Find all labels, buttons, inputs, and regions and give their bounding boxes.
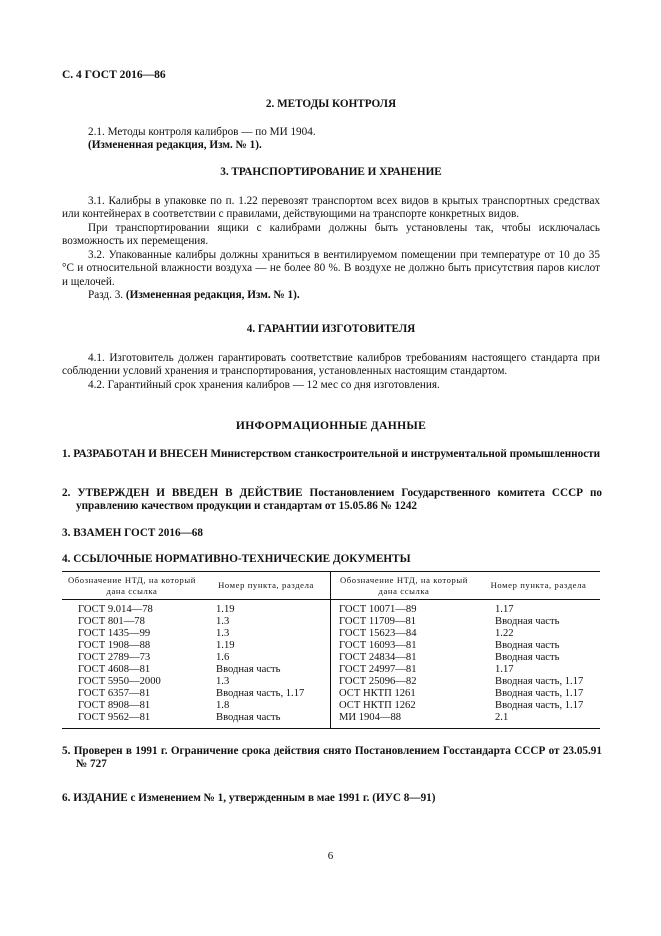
clause-number: Вводная часть xyxy=(202,664,331,676)
info-item-2-text: 2. УТВЕРЖДЕН И ВВЕДЕН В ДЕЙСТВИЕ Постановлением Государственного комитета СССР по управлению качеством продукции и стандартам от 15.05.86 № 1242 xyxy=(62,487,602,513)
ntd-designation: ГОСТ 8908—81 xyxy=(78,700,151,712)
ntd-designation: ГОСТ 25096—82 xyxy=(339,676,417,688)
clause-number: Вводная часть, 1.17 xyxy=(495,700,584,712)
table-row xyxy=(62,600,600,617)
clause-number: 1.17 xyxy=(495,604,514,616)
header-ntd-1: Обозначение НТД, на который дана ссылка xyxy=(62,572,202,600)
section-3-body xyxy=(62,195,600,303)
ntd-designation: ГОСТ 9.014—78 xyxy=(78,604,153,616)
section-4-body xyxy=(62,352,600,392)
ntd-designation: ГОСТ 6357—81 xyxy=(78,688,151,700)
ntd-designation: ГОСТ 1435—99 xyxy=(78,628,151,640)
clause-number: Вводная часть xyxy=(495,640,560,652)
ntd-designation: ГОСТ 1908—88 xyxy=(78,640,151,652)
ntd-designation: МИ 1904—88 xyxy=(331,712,478,729)
table-row xyxy=(62,676,600,688)
section-2-body xyxy=(62,126,600,153)
clause-number: Вводная часть xyxy=(202,712,331,729)
ntd-designation: ГОСТ 24834—81 xyxy=(339,652,417,664)
page-number: 6 xyxy=(327,850,334,862)
clause-number: 1.22 xyxy=(495,628,514,640)
clause-number: 1.3 xyxy=(202,676,331,688)
ntd-designation: ОСТ НКТП 1262 xyxy=(339,700,416,712)
section-4-title: 4. ГАРАНТИИ ИЗГОТОВИТЕЛЯ xyxy=(246,323,416,335)
table-header-row xyxy=(62,572,600,600)
clause-number: Вводная часть, 1.17 xyxy=(495,688,584,700)
amendment-note: (Измененная редакция, Изм. № 1). xyxy=(125,289,300,302)
section-3-title: 3. ТРАНСПОРТИРОВАНИЕ И ХРАНЕНИЕ xyxy=(220,166,442,178)
running-head: С. 4 ГОСТ 2016—86 xyxy=(62,69,166,81)
section-3-amendment xyxy=(62,289,600,302)
info-item-5 xyxy=(62,745,602,772)
info-item-4: 4. ССЫЛОЧНЫЕ НОРМАТИВНО-ТЕХНИЧЕСКИЕ ДОКУМЕНТЫ xyxy=(62,553,411,565)
section-2-title: 2. МЕТОДЫ КОНТРОЛЯ xyxy=(265,98,397,110)
clause-number: 2.1 xyxy=(477,712,600,729)
amendment-note: (Измененная редакция, Изм. № 1). xyxy=(88,139,262,152)
references-table xyxy=(62,571,600,729)
paragraph-2-1: 2.1. Методы контроля калибров — по МИ 1904. xyxy=(88,126,316,138)
info-item-1-text: 1. РАЗРАБОТАН И ВНЕСЕН Министерством станкостроительной и инструментальной промышленности xyxy=(62,448,601,460)
table-row xyxy=(62,616,600,628)
ntd-designation: ГОСТ 16093—81 xyxy=(339,640,417,652)
info-item-6: 6. ИЗДАНИЕ с Изменением № 1, утвержденным в мае 1991 г. (ИУС 8—91) xyxy=(62,792,436,804)
ntd-designation: ГОСТ 9562—81 xyxy=(62,712,202,729)
table-row xyxy=(62,640,600,652)
table-row xyxy=(62,628,600,640)
paragraph-3-1: 3.1. Калибры в упаковке по п. 1.22 перевозят транспортом всех видов в крытых транспортных средствах или контейнерах в соответствии с правилами, действующими на транспорте конкретных видов. xyxy=(62,195,600,221)
clause-number: 1.19 xyxy=(202,640,331,652)
clause-number: Вводная часть xyxy=(495,616,560,628)
table-row xyxy=(62,712,600,729)
ntd-designation: ГОСТ 2789—73 xyxy=(78,652,151,664)
info-title: ИНФОРМАЦИОННЫЕ ДАННЫЕ xyxy=(235,419,427,432)
table-body xyxy=(62,600,600,729)
clause-number: Вводная часть, 1.17 xyxy=(495,676,584,688)
clause-number: 1.3 xyxy=(202,616,331,628)
ntd-designation: ГОСТ 24997—81 xyxy=(339,664,417,676)
paragraph-3-2: 3.2. Упакованные калибры должны храниться в вентилируемом помещении при температуре от 10 до 35 °С и относительной влажности воздуха — не более 80 %. В воздухе не должно быть присутствия паров кислот и щелочей. xyxy=(62,248,600,288)
ntd-designation: ГОСТ 801—78 xyxy=(78,616,145,628)
amendment-prefix: Разд. 3. xyxy=(88,289,126,302)
ntd-designation: ГОСТ 10071—89 xyxy=(339,604,417,616)
ntd-designation: ОСТ НКТП 1261 xyxy=(339,688,416,700)
ntd-designation: ГОСТ 11709—81 xyxy=(339,616,417,628)
ntd-designation: ГОСТ 4608—81 xyxy=(78,664,151,676)
info-item-2 xyxy=(62,487,602,514)
paragraph-4-2: 4.2. Гарантийный срок хранения калибров — 12 мес со дня изготовления. xyxy=(88,378,440,391)
table-row xyxy=(62,652,600,664)
header-ntd-2: Обозначение НТД, на который дана ссылка xyxy=(331,572,478,600)
header-clause-1: Номер пункта, раздела xyxy=(202,572,331,600)
table-row xyxy=(62,688,600,700)
info-item-5-text: 5. Проверен в 1991 г. Ограничение срока действия снято Постановлением Госстандарта СССР от 23.05.91 № 727 xyxy=(62,745,602,771)
ntd-designation: ГОСТ 15623—84 xyxy=(339,628,417,640)
paragraph-4-1: 4.1. Изготовитель должен гарантировать соответствие калибров требованиям настоящего стандарта при соблюдении условий хранения и транспортирования, установленных настоящим стандартом. xyxy=(62,352,600,378)
clause-number: 1.19 xyxy=(202,600,331,617)
header-clause-2: Номер пункта, раздела xyxy=(477,572,600,600)
clause-number: 1.17 xyxy=(495,664,514,676)
clause-number: 1.6 xyxy=(202,652,331,664)
clause-number: 1.8 xyxy=(202,700,331,712)
info-item-1 xyxy=(62,448,602,461)
info-item-3: 3. ВЗАМЕН ГОСТ 2016—68 xyxy=(62,527,203,539)
clause-number: 1.3 xyxy=(202,628,331,640)
clause-number: Вводная часть xyxy=(495,652,560,664)
ntd-designation: ГОСТ 5950—2000 xyxy=(78,676,161,688)
paragraph-3-1-cont: При транспортировании ящики с калибрами должны быть установлены так, чтобы исключалась возможность их перемещения. xyxy=(62,221,600,248)
table-row xyxy=(62,700,600,712)
table-row xyxy=(62,664,600,676)
clause-number: Вводная часть, 1.17 xyxy=(202,688,331,700)
